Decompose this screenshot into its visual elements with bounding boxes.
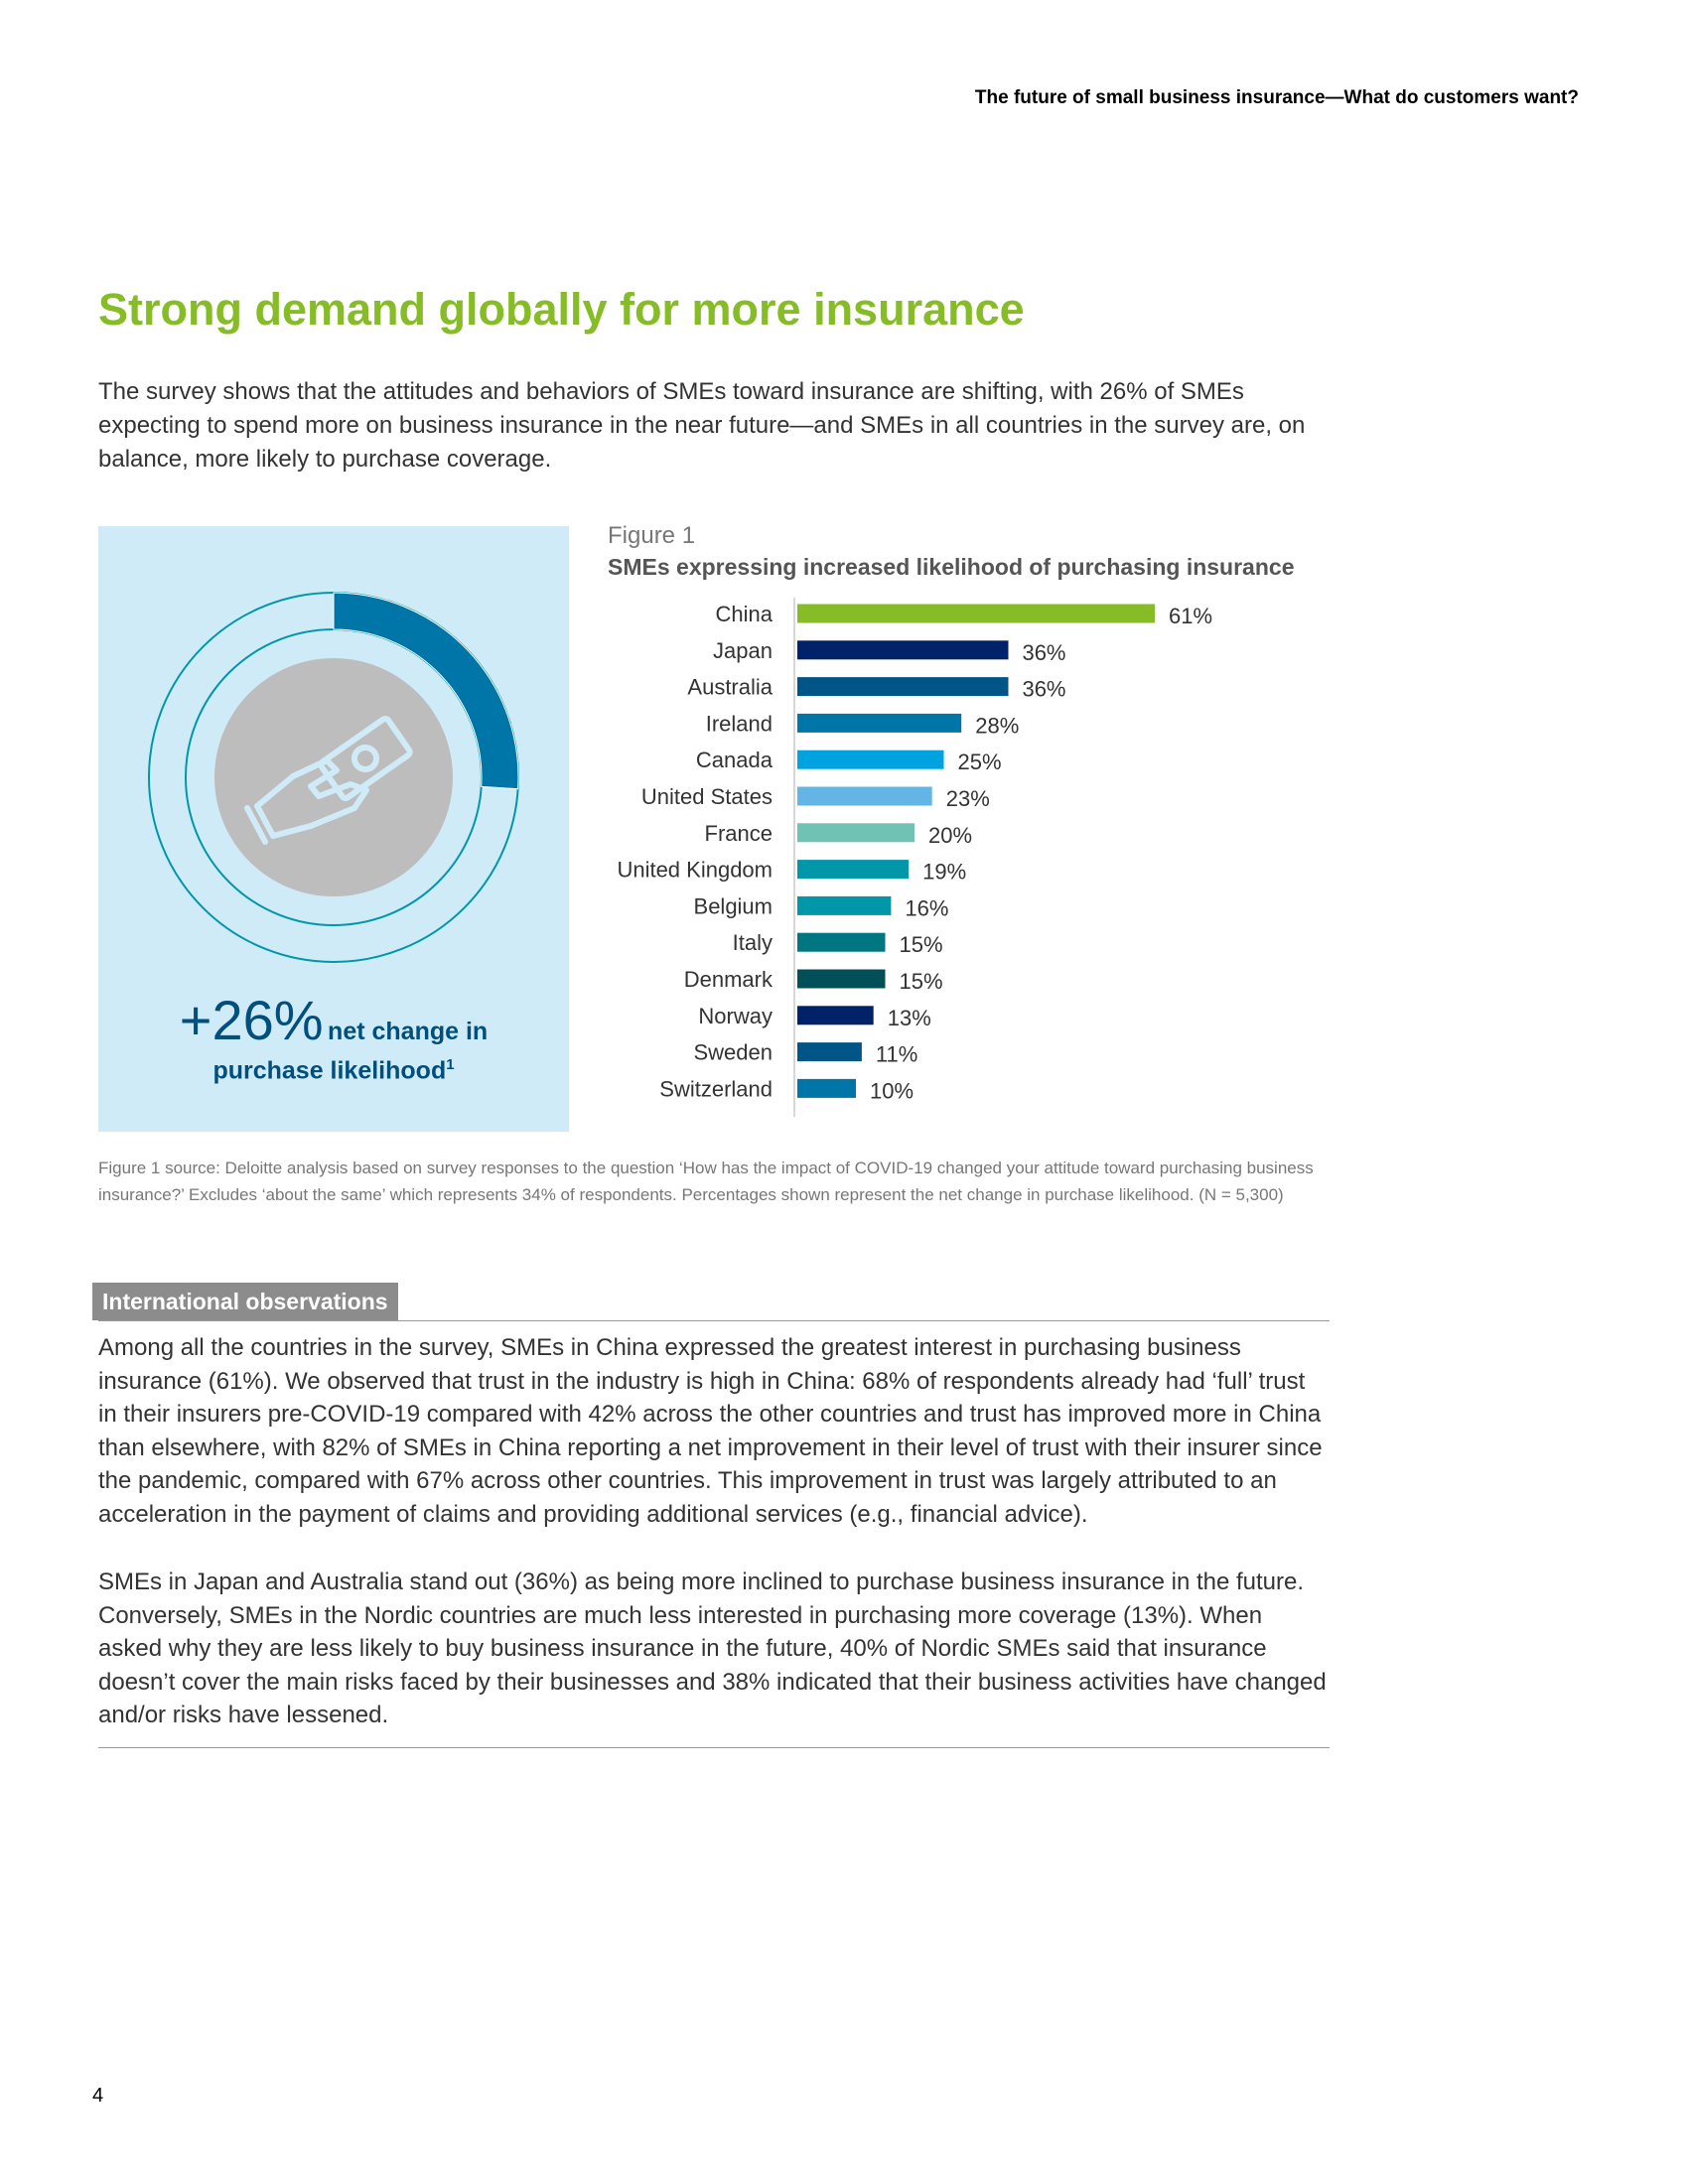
data-label: 15% [899, 932, 943, 958]
category-label: Australia [687, 674, 773, 700]
bar [797, 823, 914, 842]
data-label: 61% [1169, 604, 1213, 628]
category-label: Ireland [705, 711, 773, 737]
bar [797, 640, 1009, 659]
section-rule-top [98, 1320, 1330, 1321]
data-label: 36% [1022, 639, 1066, 665]
bar [797, 677, 1009, 696]
bar-chart [596, 596, 1331, 1117]
data-label: 11% [875, 1041, 918, 1067]
category-label: Belgium [693, 893, 773, 919]
bar [797, 605, 1155, 623]
bar [797, 896, 891, 915]
category-label: China [715, 602, 773, 626]
icon-disc [214, 658, 453, 896]
bar [797, 1042, 862, 1061]
data-label: 28% [975, 713, 1020, 739]
bar [797, 970, 886, 989]
data-label: 13% [887, 1005, 931, 1030]
section-title: Strong demand globally for more insurance [98, 284, 1025, 335]
section-rule-bottom [98, 1747, 1330, 1748]
stat-callout [98, 526, 569, 1132]
page-number: 4 [92, 2085, 104, 2107]
data-label: 20% [928, 822, 973, 848]
data-label: 36% [1022, 676, 1066, 702]
figure-label: Figure 1 [608, 522, 696, 549]
category-label: Switzerland [659, 1076, 773, 1102]
category-label: Norway [698, 1003, 773, 1028]
data-label: 23% [945, 786, 990, 811]
observations-paragraph-1: Among all the countries in the survey, SMEs in China expressed the greatest interest in purchasing business insurance (61%). We observed that trust in the industry is high in China: 68% of respondents already had ‘full’ trust in their insurers pre-COVID-19 compared with 42% across the other countries and trust has improved more in China than elsewhere, with 82% of SMEs in China reporting a net improvement in their level of trust with their insurer since the pandemic, compared with 67% across other countries. This improvement in trust was largely attributed to an acceleration in the payment of claims and providing additional services (e.g., financial advice). [98, 1334, 1323, 1528]
bar [797, 714, 961, 733]
category-label: United Kingdom [617, 857, 773, 883]
figure-source: Figure 1 source: Deloitte analysis based on survey responses to the question ‘How has the impact of COVID-19 changed your attitude toward purchasing business insurance?’ Excludes ‘about the same’ which represents 34% of respondents. Percentages shown represent the net change in purchase likelihood. (N = 5,300) [98, 1159, 1314, 1204]
data-label: 16% [905, 895, 949, 921]
category-label: Italy [732, 930, 773, 956]
category-label: France [704, 820, 773, 846]
data-label: 19% [922, 859, 967, 885]
stat-text-line1: net change in [328, 1018, 489, 1045]
figure-title: SMEs expressing increased likelihood of purchasing insurance [608, 554, 1295, 580]
data-label: 25% [957, 750, 1002, 775]
data-label: 15% [899, 969, 943, 994]
stat-text-line2: purchase likelihood [212, 1056, 447, 1085]
bar [797, 860, 909, 879]
category-label: Sweden [693, 1039, 773, 1065]
running-header: The future of small business insurance—What do customers want? [974, 87, 1579, 108]
stat-value: +26% [179, 989, 324, 1051]
bar [797, 751, 944, 769]
category-label: Japan [713, 637, 773, 663]
footnote-marker: 1 [446, 1056, 455, 1073]
category-label: Canada [695, 748, 773, 773]
observations-header: International observations [92, 1283, 398, 1320]
category-label: United States [640, 784, 773, 809]
category-label: Denmark [683, 967, 773, 992]
data-label: 10% [870, 1078, 914, 1104]
bar [797, 787, 932, 806]
stat-text-block [98, 988, 569, 1085]
intro-paragraph: The survey shows that the attitudes and behaviors of SMEs toward insurance are shifting, with 26% of SMEs expecting to spend more on business insurance in the near future—and SMEs in all countries in the survey are, on balance, more likely to purchase coverage. [98, 378, 1306, 473]
bar [797, 1006, 874, 1024]
bar [797, 933, 886, 952]
observations-paragraph-2: SMEs in Japan and Australia stand out (36%) as being more inclined to purchase business insurance in the future. Conversely, SMEs in the Nordic countries are much less interested in purchasing more coverage (13%). When asked why they are less likely to buy business insurance in the future, 40% of Nordic SMEs said that insurance doesn’t cover the main risks faced by their businesses and 38% indicated that their business activities have changed and/or risks have lessened. [98, 1569, 1327, 1728]
bar [797, 1079, 856, 1098]
